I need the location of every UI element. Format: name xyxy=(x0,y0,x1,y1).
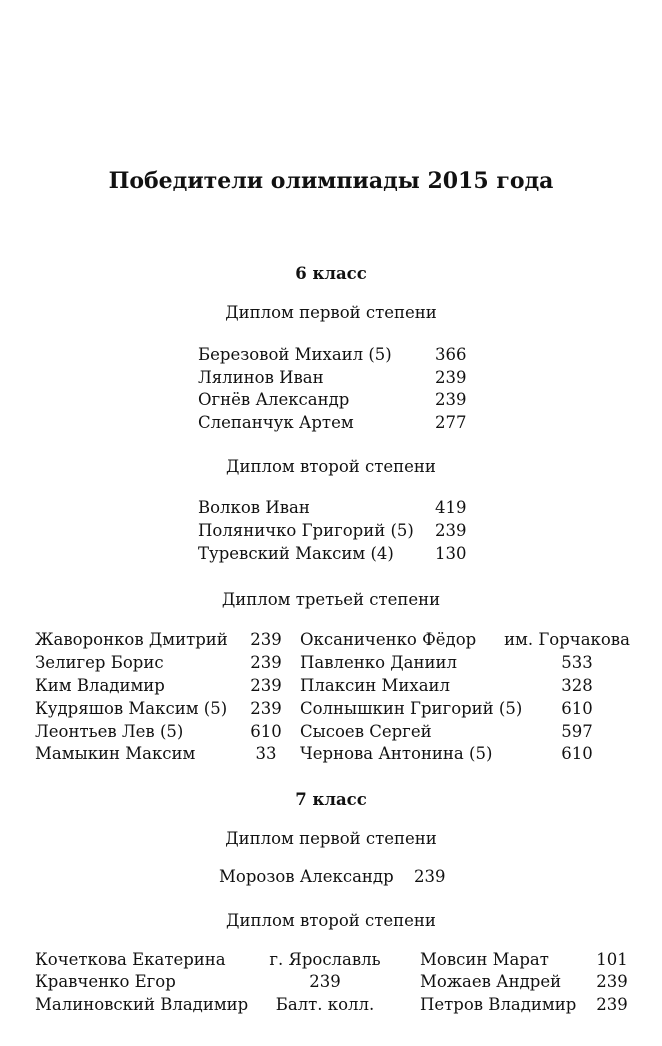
winner-name: Мамыкин Максим xyxy=(35,744,196,763)
winner-name: Петров Владимир xyxy=(420,995,577,1014)
winner-name: Малиновский Владимир xyxy=(35,995,249,1014)
grade-7-heading: 7 класс xyxy=(295,790,367,809)
winner-school: 239 xyxy=(250,653,282,672)
winner-school: 239 xyxy=(414,867,446,886)
winner-name: Кочеткова Екатерина xyxy=(35,950,226,969)
winner-school: им. Горчакова xyxy=(504,630,630,649)
winner-name: Мовсин Марат xyxy=(420,950,549,969)
winner-name: Кудряшов Максим (5) xyxy=(35,699,228,718)
winner-name: Солнышкин Григорий (5) xyxy=(300,699,523,718)
winner-name: Поляничко Григорий (5) xyxy=(198,521,414,540)
winner-name: Оксаниченко Фёдор xyxy=(300,630,477,649)
winner-name: Морозов Александр xyxy=(219,867,394,886)
winner-name: Можаев Андрей xyxy=(420,972,562,991)
winner-school: 33 xyxy=(255,744,277,763)
winner-name: Жаворонков Дмитрий xyxy=(35,630,228,649)
winner-school: 239 xyxy=(250,630,282,649)
winner-school: 101 xyxy=(596,950,628,969)
winner-school: 277 xyxy=(435,413,467,432)
winner-school: 130 xyxy=(435,544,467,563)
winner-school: 239 xyxy=(435,390,467,409)
winner-school: Балт. колл. xyxy=(275,995,375,1014)
winner-name: Лялинов Иван xyxy=(198,368,324,387)
winner-name: Ким Владимир xyxy=(35,676,165,695)
winner-school: 239 xyxy=(435,521,467,540)
winner-school: 239 xyxy=(250,676,282,695)
winner-name: Зелигер Борис xyxy=(35,653,164,672)
winner-school: 239 xyxy=(435,368,467,387)
winner-name: Туревский Максим (4) xyxy=(198,544,394,563)
page-title: Победители олимпиады 2015 года xyxy=(108,168,554,194)
winner-name: Чернова Антонина (5) xyxy=(300,744,493,763)
winner-school: 419 xyxy=(435,498,467,517)
winner-name: Кравченко Егор xyxy=(35,972,176,991)
winner-school: 239 xyxy=(596,972,628,991)
grade-6-second-diploma-heading: Диплом второй степени xyxy=(226,457,436,476)
winner-school: 610 xyxy=(561,744,593,763)
grade-7-second-diploma-heading: Диплом второй степени xyxy=(226,911,436,930)
winner-name: Волков Иван xyxy=(198,498,310,517)
grade-6-heading: 6 класс xyxy=(295,264,367,283)
winner-school: 239 xyxy=(250,699,282,718)
grade-6-first-diploma-heading: Диплом первой степени xyxy=(225,303,437,322)
winner-name: Сысоев Сергей xyxy=(300,722,432,741)
winner-school: 239 xyxy=(596,995,628,1014)
grade-7-first-diploma-heading: Диплом первой степени xyxy=(225,829,437,848)
winner-name: Павленко Даниил xyxy=(300,653,457,672)
winner-name: Слепанчук Артем xyxy=(198,413,354,432)
winner-school: 533 xyxy=(561,653,593,672)
winner-name: Березовой Михаил (5) xyxy=(198,345,392,364)
winner-name: Огнёв Александр xyxy=(198,390,350,409)
winner-school: 597 xyxy=(561,722,593,741)
winner-school: 610 xyxy=(250,722,282,741)
winner-name: Плаксин Михаил xyxy=(300,676,451,695)
winner-school: 366 xyxy=(435,345,467,364)
winner-school: 610 xyxy=(561,699,593,718)
winner-name: Леонтьев Лев (5) xyxy=(35,722,184,741)
winner-school: 328 xyxy=(561,676,593,695)
grade-6-third-diploma-heading: Диплом третьей степени xyxy=(221,590,441,609)
winner-school: 239 xyxy=(309,972,341,991)
winner-school: г. Ярославль xyxy=(269,950,381,969)
